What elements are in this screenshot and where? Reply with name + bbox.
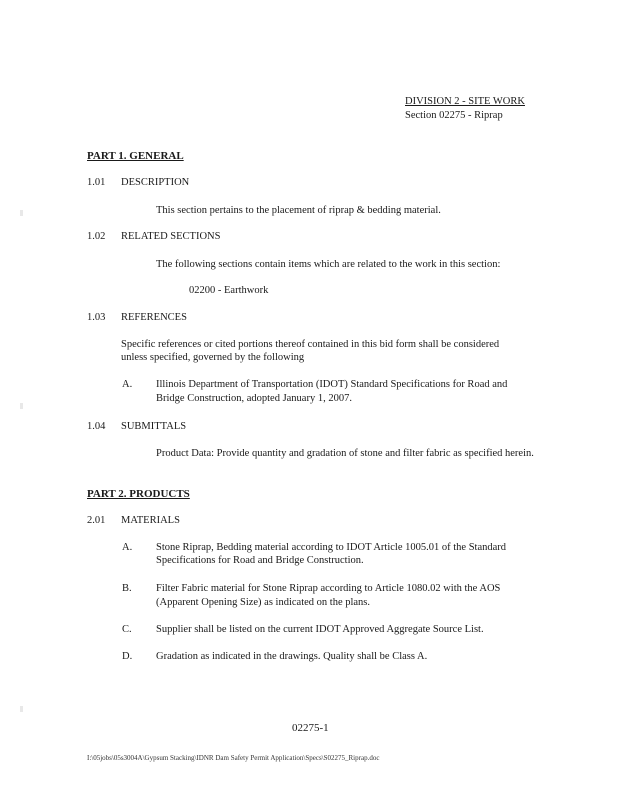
page-number: 02275-1 xyxy=(292,722,329,734)
document-header xyxy=(405,95,525,123)
section-number: 1.01 xyxy=(87,177,106,188)
list-item-line: Filter Fabric material for Stone Riprap according to Article 1080.02 with the AOS xyxy=(156,583,501,594)
list-item-line: Stone Riprap, Bedding material according to IDOT Article 1005.01 of the Standard xyxy=(156,542,507,553)
list-item-line: (Apparent Opening Size) as indicated on the plans. xyxy=(156,597,371,608)
paragraph-line: unless specified, governed by the following xyxy=(121,352,305,363)
list-letter: A. xyxy=(122,542,133,553)
section-number: 2.01 xyxy=(87,515,106,526)
part2-heading: PART 2. PRODUCTS xyxy=(87,488,190,500)
division-title: DIVISION 2 - SITE WORK xyxy=(405,96,525,107)
scan-mark xyxy=(20,403,23,409)
paragraph: Product Data: Provide quantity and gradation of stone and filter fabric as specified herein. xyxy=(156,448,534,459)
list-letter: C. xyxy=(122,624,132,635)
scan-mark xyxy=(20,210,23,216)
file-path: I:\05jobs\05s3004A\Gypsum Stacking\IDNR Dam Safety Permit Application\Specs\S02275_Riprap.doc xyxy=(87,754,380,762)
section-heading: SUBMITTALS xyxy=(121,421,187,432)
section-number: 1.04 xyxy=(87,421,106,432)
section-title: Section 02275 - Riprap xyxy=(405,110,503,121)
list-item-line: Illinois Department of Transportation (IDOT) Standard Specifications for Road and xyxy=(156,379,508,390)
section-heading: DESCRIPTION xyxy=(121,177,190,188)
list-item-line: Gradation as indicated in the drawings. Quality shall be Class A. xyxy=(156,651,428,662)
list-item-line: Bridge Construction, adopted January 1, 2007. xyxy=(156,393,352,404)
section-heading: MATERIALS xyxy=(121,515,180,526)
section-number: 1.02 xyxy=(87,231,106,242)
related-section-item: 02200 - Earthwork xyxy=(189,285,269,296)
part1-heading: PART 1. GENERAL xyxy=(87,150,184,162)
list-letter: B. xyxy=(122,583,132,594)
section-heading: REFERENCES xyxy=(121,312,187,323)
list-letter: D. xyxy=(122,651,133,662)
scan-mark xyxy=(20,706,23,712)
section-heading: RELATED SECTIONS xyxy=(121,231,221,242)
paragraph-line: Specific references or cited portions thereof contained in this bid form shall be considered xyxy=(121,339,500,350)
list-item-line: Specifications for Road and Bridge Construction. xyxy=(156,555,364,566)
paragraph: The following sections contain items which are related to the work in this section: xyxy=(156,259,501,270)
paragraph: This section pertains to the placement of riprap & bedding material. xyxy=(156,205,441,216)
list-letter: A. xyxy=(122,379,133,390)
section-number: 1.03 xyxy=(87,312,106,323)
list-item-line: Supplier shall be listed on the current IDOT Approved Aggregate Source List. xyxy=(156,624,484,635)
